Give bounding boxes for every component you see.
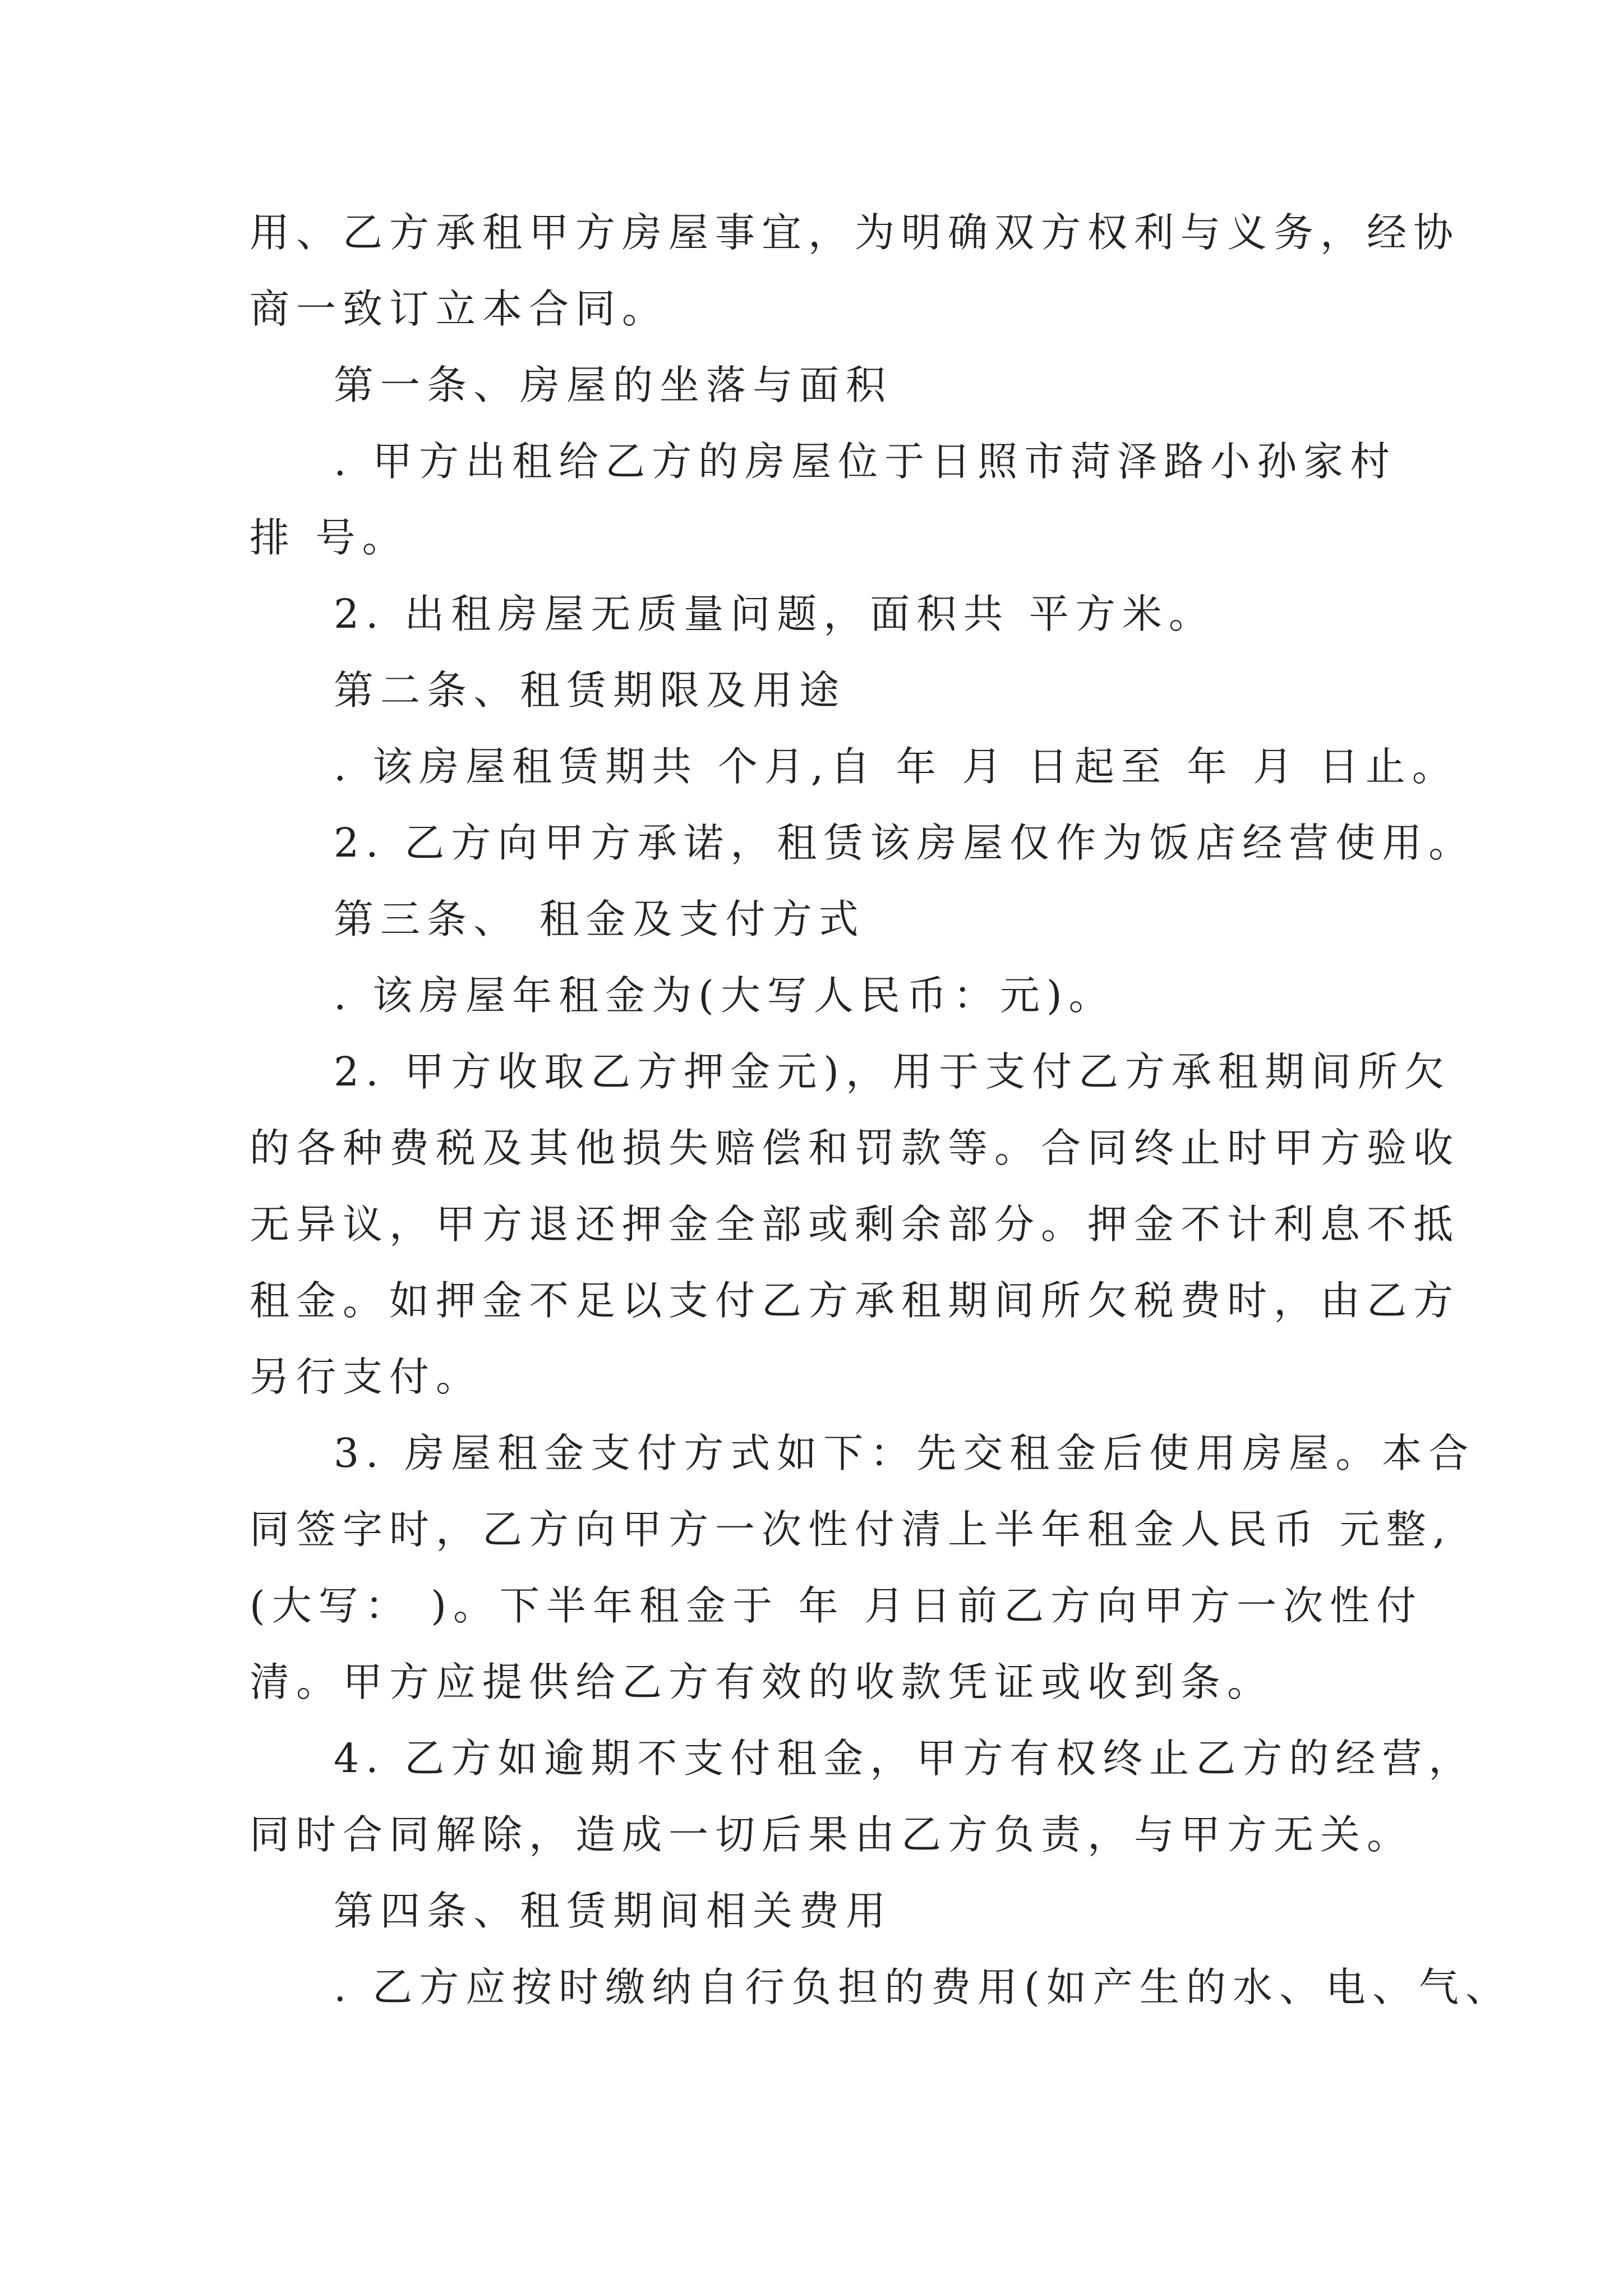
section-heading: 第三条、 租金及支付方式 [334, 896, 865, 942]
paragraph-line: 用、乙方承租甲方房屋事宜，为明确双方权利与义务，经协 [250, 209, 1460, 256]
paragraph-line: 2. 甲方收取乙方押金元)，用于支付乙方承租期间所欠 [334, 1048, 1451, 1095]
paragraph-line: . 乙方应按时缴纳自行负担的费用(如产生的水、电、气、 [334, 1964, 1512, 2010]
paragraph-line: 4. 乙方如逾期不支付租金，甲方有权终止乙方的经营， [334, 1735, 1476, 1782]
paragraph-line: 排 号。 [250, 514, 409, 561]
paragraph-line: . 该房屋租赁期共 个月,自 年 月 日起至 年 月 日止。 [334, 743, 1459, 790]
paragraph-line: 同签字时，乙方向甲方一次性付清上半年租金人民币 元整, [250, 1506, 1453, 1553]
paragraph-line: 同时合同解除，造成一切后果由乙方负责，与甲方无关。 [250, 1811, 1414, 1858]
paragraph-line: . 甲方出租给乙方的房屋位于日照市菏泽路小孙家村 [334, 438, 1397, 485]
paragraph-line: 商一致订立本合同。 [250, 286, 669, 332]
paragraph-line: 2. 乙方向甲方承诺，租赁该房屋仅作为饭店经营使用。 [334, 820, 1476, 866]
paragraph-line: (大写： )。下半年租金于 年 月日前乙方向甲方一次性付 [250, 1582, 1423, 1629]
paragraph-line: 的各种费税及其他损失赔偿和罚款等。合同终止时甲方验收 [250, 1125, 1460, 1171]
paragraph-line: 2. 出租房屋无质量问题，面积共 平方米。 [334, 591, 1215, 637]
paragraph-line: 清。甲方应提供给乙方有效的收款凭证或收到条。 [250, 1659, 1274, 1705]
paragraph-line: 3. 房屋租金支付方式如下：先交租金后使用房屋。本合 [334, 1430, 1476, 1476]
section-heading: 第二条、租赁期限及用途 [334, 667, 846, 714]
paragraph-line: 无异议，甲方退还押金全部或剩余部分。押金不计利息不抵 [250, 1201, 1460, 1248]
section-heading: 第四条、租赁期间相关费用 [334, 1888, 893, 1934]
paragraph-line: . 该房屋年租金为(大写人民币：元)。 [334, 972, 1115, 1019]
paragraph-line: 租金。如押金不足以支付乙方承租期间所欠税费时，由乙方 [250, 1277, 1460, 1324]
paragraph-line: 另行支付。 [250, 1354, 483, 1400]
section-heading: 第一条、房屋的坐落与面积 [334, 362, 893, 408]
